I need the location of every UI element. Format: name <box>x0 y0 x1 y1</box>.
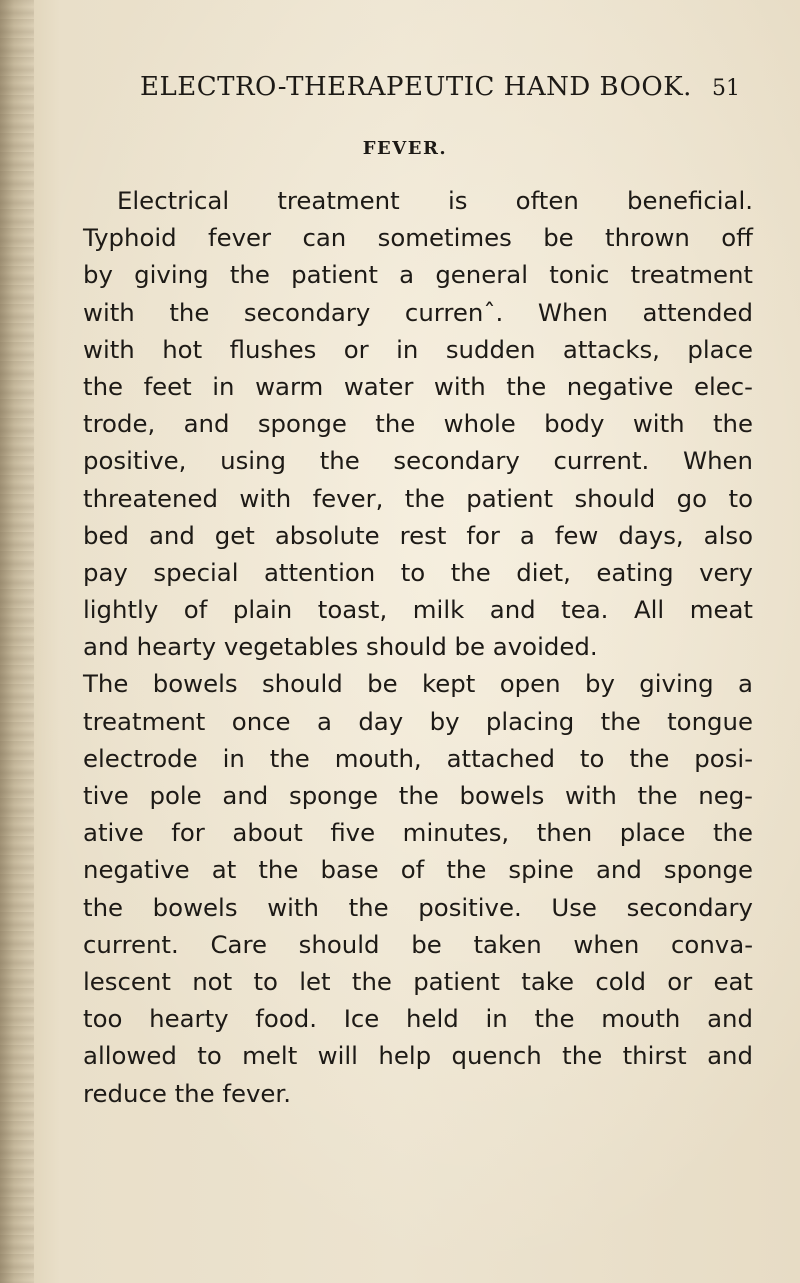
text-line: positive, using the secondary current. When <box>83 446 753 476</box>
text-line: reduce the fever. <box>83 1078 291 1108</box>
text-line: lightly of plain toast, milk and tea. All meat <box>83 595 753 625</box>
text-line: tive pole and sponge the bowels with the neg- <box>83 781 753 810</box>
text-line: Typhoid fever can sometimes be thrown off <box>83 223 753 253</box>
text-line: negative at the base of the spine and sponge <box>83 855 753 885</box>
text-line: too hearty food. Ice held in the mouth and <box>83 1004 753 1034</box>
section-heading: FEVER. <box>362 138 448 159</box>
text-line: Electrical treatment is often beneficial. <box>117 186 753 215</box>
text-line: trode, and sponge the whole body with the <box>83 409 753 439</box>
text-line: ative for about five minutes, then place the <box>83 818 753 848</box>
text-line: and hearty vegetables should be avoided. <box>83 632 598 662</box>
text-line: with the secondary currenˆ. When attended <box>83 297 753 327</box>
text-line: electrode in the mouth, attached to the posi- <box>83 743 753 773</box>
text-line: the feet in warm water with the negative elec- <box>83 371 753 401</box>
text-line: bed and get absolute rest for a few days, also <box>83 520 753 550</box>
body-paragraph <box>83 182 753 1112</box>
text-line: threatened with fever, the patient should go to <box>83 483 753 513</box>
running-header-title: ELECTRO-THERAPEUTIC HAND BOOK. <box>140 72 692 102</box>
text-line: current. Care should be taken when conva- <box>83 929 753 959</box>
text-line: pay special attention to the diet, eating very <box>83 557 753 587</box>
text-line: allowed to melt will help quench the thirst and <box>83 1041 753 1071</box>
text-line: the bowels with the positive. Use secondary <box>83 892 753 922</box>
text-line: by giving the patient a general tonic treatment <box>83 260 753 290</box>
text-line: The bowels should be kept open by giving a <box>83 669 753 699</box>
text-line: with hot flushes or in sudden attacks, place <box>83 334 753 364</box>
text-line: lescent not to let the patient take cold or eat <box>83 966 753 996</box>
page-number: 51 <box>712 76 740 101</box>
text-line: treatment once a day by placing the tongue <box>83 706 753 736</box>
page-binding-gutter <box>0 0 34 1283</box>
